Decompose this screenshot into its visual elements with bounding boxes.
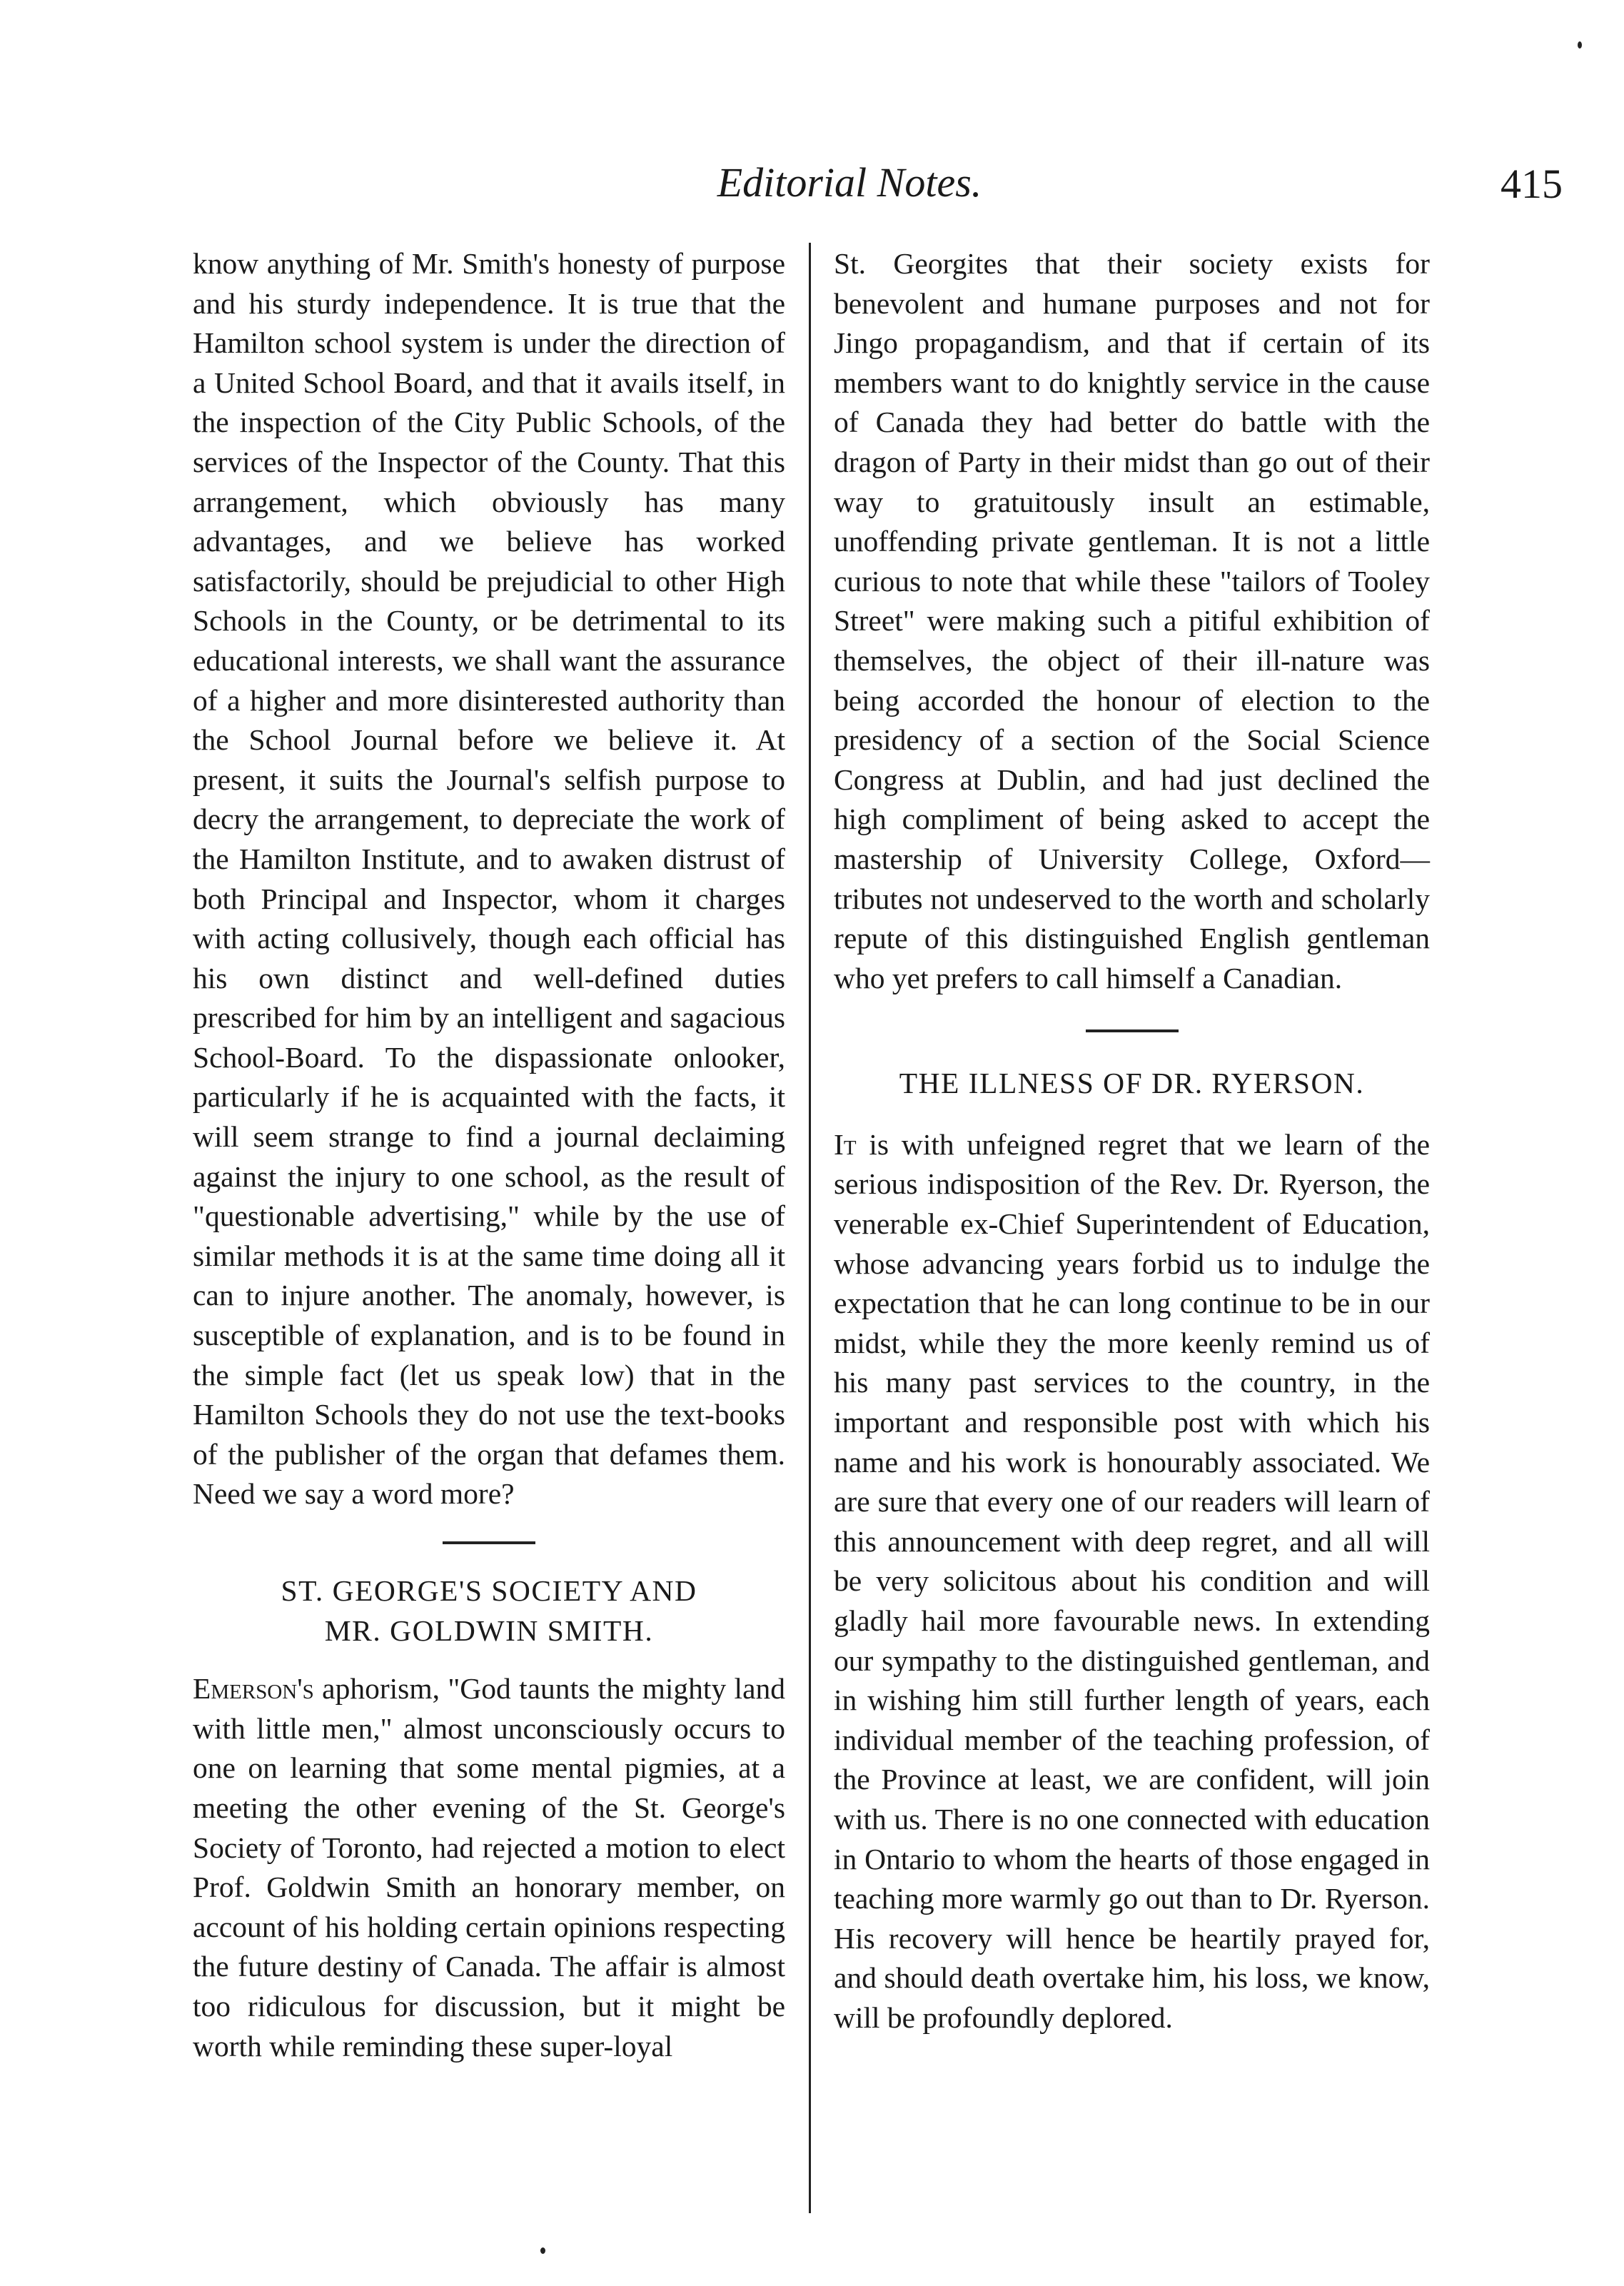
print-speck [540, 2247, 545, 2254]
section-heading-st-georges [193, 1571, 785, 1651]
section-heading-ryerson: THE ILLNESS OF DR. RYERSON. [899, 1067, 1365, 1100]
section-heading-line: ST. GEORGE'S SOCIETY AND [281, 1574, 697, 1607]
paragraph-lead-word: Emerson's [193, 1672, 314, 1706]
print-speck [1578, 41, 1582, 49]
paragraph-text: aphorism, "God taunts the mighty land with little men," almost unconsciously occurs to one on learning that some mental pigmies, at a meeting the other evening of the St. George's Society of Toronto, had rejected a motion to elect Prof. Goldwin Smith an honorary member, on account of his holding certain opinions respecting the future destiny of Canada. The affair is almost too ridiculous for discussion, but it might be worth while reminding these super-loyal [193, 1672, 785, 2063]
right-column [834, 244, 1430, 2038]
column-divider [809, 243, 811, 2213]
paragraph-text: is with unfeigned regret that we learn of the serious indisposition of the Rev. Dr. Ryerson, the venerable ex-Chief Superintendent of Education, whose advancing years forbid us to indulge the expectation that he can long continue to be in our midst, while they the more keenly remind us of his many past services to the country, in the important and responsible post with which his name and his work is honourably associated. We are sure that every one of our readers will learn of this announcement with deep regret, and all will be very solicitous about his condition and will gladly hail more favourable news. In extending our sympathy to the distinguished gentleman, and in wishing him still further length of years, each individual member of the teaching profession, of the Province at least, we are confident, will join with us. There is no one connected with education in Ontario to whom the hearts of those engaged in teaching more warmly go out than to Dr. Ryerson. His recovery will hence be heartily prayed for, and should death overtake him, his loss, we know, will be profoundly deplored. [834, 1127, 1430, 2034]
st-georges-paragraph [193, 1669, 785, 2066]
paragraph-lead-word: It [834, 1127, 857, 1161]
section-heading-line: MR. GOLDWIN SMITH. [324, 1613, 654, 1647]
running-title: Editorial Notes. [717, 159, 982, 206]
continued-paragraph-right: St. Georgites that their society exists for benevolent and humane purposes and not for Jingo propagandism, and that if certain of its members want to do knightly service in the cause of Canada they had better do battle with the dragon of Party in their midst than go out of their way to gratuitously insult an estimable, unoffending private gentleman. It is not a little curious to note that while these "tailors of Tooley Street" were making such a pitiful exhibition of themselves, the object of their ill-nature was being accorded the honour of election to the presidency of a section of the Social Science Congress at Dublin, and had just declined the high compliment of being asked to accept the mastership of University College, Oxford—tributes not undeserved to the worth and scholarly repute of this distinguished English gentleman who yet prefers to call himself a Canadian. [834, 247, 1430, 995]
left-column [193, 244, 785, 2066]
section-divider [1086, 1029, 1179, 1032]
section-divider [443, 1541, 535, 1544]
ryerson-paragraph [834, 1125, 1430, 2038]
continued-paragraph-left: know anything of Mr. Smith's honesty of purpose and his sturdy independence. It is true that the Hamilton school system is under the direction of a United School Board, and that it avails itself, in the inspection of the City Public Schools, of the services of the Inspector of the County. That this arrangement, which obviously has many advantages, and we believe has worked satisfactorily, should be prejudicial to other High Schools in the County, or be detrimental to its educational interests, we shall want the assurance of a higher and more disinterested authority than the School Journal before we believe it. At present, it suits the Journal's selfish purpose to decry the arrangement, to depreciate the work of the Hamilton Institute, and to awaken distrust of both Principal and Inspector, whom it charges with acting collusively, though each official has his own distinct and well-defined duties prescribed for him by an intelligent and sagacious School-Board. To the dispassionate onlooker, particularly if he is acquainted with the facts, it will seem strange to find a journal declaiming against the injury to one school, as the result of "questionable advertising," while by the use of similar methods it is at the same time doing all it can to injure another. The anomaly, however, is susceptible of explanation, and is to be found in the simple fact (let us speak low) that in the Hamilton Schools they do not use the text-books of the publisher of the organ that defames them. Need we say a word more? [193, 247, 785, 1511]
page-number: 415 [1501, 161, 1563, 207]
